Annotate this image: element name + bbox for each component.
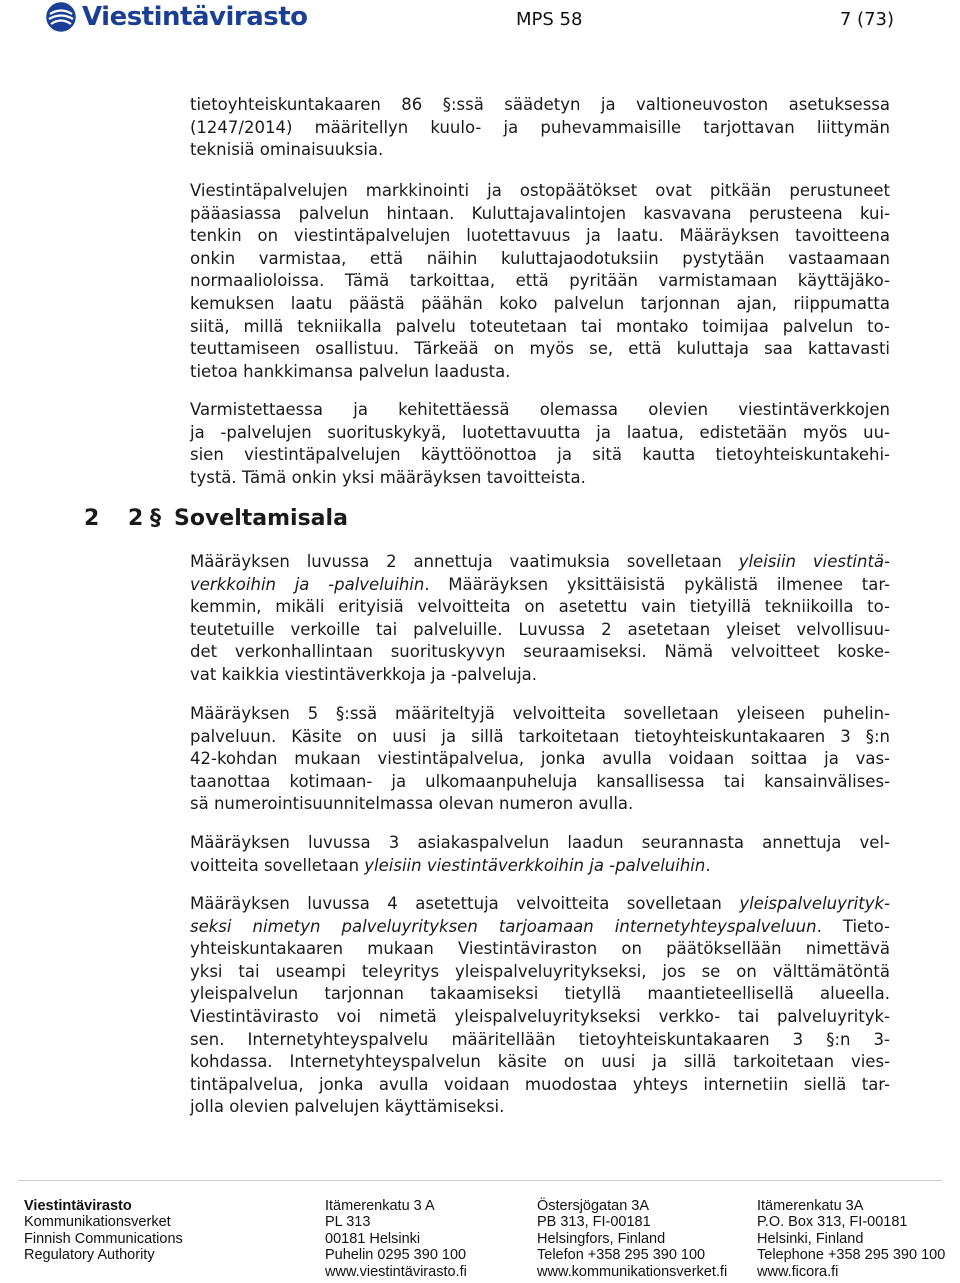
text-segment: Määräyksen luvussa 3 asiakaspalvelun laadun seurannasta annettuja vel- xyxy=(190,833,890,852)
footer-address-finnish xyxy=(325,1198,467,1280)
text-segment: tietoa hankkimansa palvelun laadusta. xyxy=(190,361,511,381)
text-segment: onkin varmistaa, että näihin kuluttajaodotuksiin pystytään vastaamaan xyxy=(190,248,890,268)
text-line xyxy=(190,225,890,248)
text-segment: siitä, millä tekniikalla palvelu toteutetaan tai montako toimijaa palvelun to- xyxy=(190,316,890,336)
footer-line: Östersjögatan 3A xyxy=(537,1198,650,1214)
text-line xyxy=(190,180,890,203)
heading-section-sign: § xyxy=(150,506,161,531)
text-line xyxy=(190,293,890,316)
text-line xyxy=(190,703,890,726)
text-line xyxy=(190,1074,890,1097)
text-segment: sen. Internetyhteyspalvelu määritellään tietoyhteiskuntakaaren 3 §:n 3- xyxy=(190,1029,890,1049)
text-segment: . xyxy=(705,855,711,875)
footer-line: P.O. Box 313, FI-00181 xyxy=(757,1214,908,1231)
text-segment: teknisiä ominaisuuksia. xyxy=(190,140,384,160)
text-segment: yhteiskuntakaaren mukaan Viestintäviraston on päätöksellään nimettävä xyxy=(190,939,890,959)
section-heading xyxy=(84,506,348,532)
text-line xyxy=(190,316,890,339)
footer-line: Helsinki, Finland xyxy=(757,1230,864,1247)
text-line xyxy=(190,961,890,984)
text-line xyxy=(190,596,890,619)
text-line xyxy=(190,551,890,574)
text-line xyxy=(190,94,890,117)
text-segment: yleispalvelun tarjonnan takaamiseksi tietyllä maantieteellisellä alueella. xyxy=(190,984,890,1004)
footer-line: Itämerenkatu 3A xyxy=(757,1198,864,1214)
italic-text: seksi nimetyn palveluyrityksen tarjoamaan internetyhteyspalveluun xyxy=(190,916,817,936)
text-segment: teutetuille verkoille tai palveluille. Luvussa 2 asetetaan yleiset velvollisuu- xyxy=(190,619,890,639)
text-segment: kemuksen laatu päästä päähän koko palvelun tarjonnan ajan, riippumatta xyxy=(190,293,890,313)
text-segment: det verkonhallintaan suorituskyvyn seuraamiseksi. Nämä velvoitteet koske- xyxy=(190,642,890,662)
text-segment: yksi tai useampi teleyritys yleispalveluyritykseksi, jos se on välttämätöntä xyxy=(190,961,890,981)
footer-line: Telefon +358 295 390 100 xyxy=(537,1247,706,1264)
text-segment: voitteita sovelletaan xyxy=(190,855,365,875)
text-line xyxy=(190,983,890,1006)
text-segment: sien viestintäpalvelujen käyttöönottoa ja sitä kautta tietoyhteiskuntakehi- xyxy=(190,445,890,465)
text-segment: sä numerointisuunnitelmassa olevan numeron avulla. xyxy=(190,794,634,814)
text-segment: . Tieto- xyxy=(816,916,891,936)
text-segment: normaalioloissa. Tämä tarkoittaa, että pyritään varmistamaan käyttäjäko- xyxy=(190,271,890,291)
heading-number: 2 xyxy=(84,506,100,531)
agency-logo xyxy=(46,2,308,32)
heading-section-number: 2 xyxy=(128,506,144,531)
text-line xyxy=(190,748,890,771)
heading-title: Soveltamisala xyxy=(174,506,348,531)
text-line xyxy=(190,893,890,916)
text-segment: Määräyksen 5 §:ssä määriteltyjä velvoitteita sovelletaan yleiseen puhelin- xyxy=(190,704,890,723)
text-segment: jolla olevien palvelujen käyttämiseksi. xyxy=(190,1097,505,1117)
text-segment: tietoyhteiskuntakaaren 86 §:ssä säädetyn ja valtioneuvoston asetuksessa xyxy=(190,95,890,114)
text-line xyxy=(190,574,890,597)
text-line xyxy=(190,1051,890,1074)
footer-line: PL 313 xyxy=(325,1214,371,1231)
paragraph-scope-section5 xyxy=(190,703,890,816)
italic-text: yleisiin viestintäverkkoihin ja -palveluihin xyxy=(364,855,706,875)
footer-line: Telephone +358 295 390 100 xyxy=(757,1247,946,1264)
text-segment: ja -palvelujen suorituskykyä, luotettavuutta ja laatua, edistetään myös uu- xyxy=(190,422,890,442)
footer-line: PB 313, FI-00181 xyxy=(537,1214,651,1231)
text-segment: vat kaikkia viestintäverkkoja ja -palveluja. xyxy=(190,664,538,684)
paragraph-accessibility xyxy=(190,94,890,162)
footer-line: 00181 Helsinki xyxy=(325,1230,421,1247)
footer-address-english xyxy=(757,1198,945,1280)
text-line xyxy=(190,916,890,939)
globe-logo-icon xyxy=(46,2,76,32)
text-line xyxy=(190,270,890,293)
text-line xyxy=(190,771,890,794)
text-line xyxy=(190,938,890,961)
footer-address-swedish xyxy=(537,1198,727,1280)
text-line xyxy=(190,467,890,490)
text-segment: tystä. Tämä onkin yksi määräyksen tavoitteista. xyxy=(190,467,586,487)
text-segment: teuttamiseen osallistuu. Tärkeää on myös se, että kuluttaja saa kattavasti xyxy=(190,339,890,359)
text-segment: (1247/2014) määritellyn kuulo- ja puhevammaisille tarjottavan liittymän xyxy=(190,117,890,137)
footer-agency-names xyxy=(24,1198,183,1264)
footer-line: Helsingfors, Finland xyxy=(537,1230,666,1247)
text-line xyxy=(190,338,890,361)
text-line xyxy=(190,203,890,226)
text-segment: palveluun. Käsite on uusi ja sillä tarkoitetaan tietoyhteiskuntakaaren 3 §:n xyxy=(190,726,890,746)
footer-divider xyxy=(18,1180,942,1181)
text-line xyxy=(190,619,890,642)
italic-text: yleisiin viestintä- xyxy=(738,552,890,571)
footer-line: Viestintävirasto xyxy=(24,1198,132,1214)
footer-line: Finnish Communications xyxy=(24,1230,183,1247)
text-line xyxy=(190,139,890,162)
text-line xyxy=(190,726,890,749)
italic-text: yleispalveluyrityk- xyxy=(739,894,890,913)
text-segment: pääasiassa palvelun hintaan. Kuluttajavalintojen kasvavana perusteena kui- xyxy=(190,203,890,223)
text-segment: kemmin, mikäli erityisiä velvoitteita on asetettu vain tietyillä tekniikoilla to- xyxy=(190,597,890,617)
text-line xyxy=(190,641,890,664)
text-segment: tenkin on viestintäpalvelujen luotettavuus ja laatu. Määräyksen tavoitteena xyxy=(190,226,890,246)
footer-line: www.kommunikationsverket.fi xyxy=(537,1263,728,1280)
italic-text: verkkoihin ja -palveluihin xyxy=(190,574,425,594)
text-line xyxy=(190,855,890,878)
text-segment: 42-kohdan mukaan viestintäpalvelua, jonka avulla voidaan soittaa ja vas- xyxy=(190,749,890,769)
logo-text: Viestintävirasto xyxy=(82,2,308,32)
text-line xyxy=(190,117,890,140)
text-segment: tintäpalvelua, jonka avulla voidaan muodostaa yhteys internetiin siellä tar- xyxy=(190,1074,890,1094)
page-number: 7 (73) xyxy=(839,9,894,30)
text-segment: Määräyksen luvussa 2 annettuja vaatimuksia sovelletaan xyxy=(190,552,739,571)
text-line xyxy=(190,832,890,855)
text-line xyxy=(190,444,890,467)
paragraph-scope-chapter4 xyxy=(190,893,890,1119)
footer-line: Itämerenkatu 3 A xyxy=(325,1198,435,1214)
text-segment: taanottaa kotimaan- ja ulkomaanpuheluja kansallisessa tai kansainvälises- xyxy=(190,771,890,791)
text-line xyxy=(190,361,890,384)
paragraph-scope-chapter2 xyxy=(190,551,890,687)
paragraph-scope-chapter3 xyxy=(190,832,890,877)
paragraph-development xyxy=(190,399,890,489)
text-line xyxy=(190,664,890,687)
footer-line: www.ficora.fi xyxy=(757,1263,839,1280)
text-line xyxy=(190,422,890,445)
text-segment: Määräyksen luvussa 4 asetettuja velvoitteita sovelletaan xyxy=(190,894,740,913)
footer-line: Regulatory Authority xyxy=(24,1247,155,1264)
page-header xyxy=(0,0,960,40)
footer-line: www.viestintävirasto.fi xyxy=(325,1263,467,1280)
text-segment: . Määräyksen yksittäisistä pykälistä ilmenee tar- xyxy=(424,574,890,594)
text-line xyxy=(190,399,890,422)
text-line xyxy=(190,1096,890,1119)
paragraph-markets xyxy=(190,180,890,383)
text-segment: Varmistettaessa ja kehitettäessä olemassa olevien viestintäverkkojen xyxy=(190,400,890,419)
document-id: MPS 58 xyxy=(516,9,583,30)
text-line xyxy=(190,248,890,271)
text-segment: Viestintävirasto voi nimetä yleispalveluyritykseksi verkko- tai palveluyrityk- xyxy=(190,1006,890,1026)
footer-line: Kommunikationsverket xyxy=(24,1214,171,1231)
text-line xyxy=(190,793,890,816)
footer-line: Puhelin 0295 390 100 xyxy=(325,1247,467,1264)
text-line xyxy=(190,1006,890,1029)
text-segment: kohdassa. Internetyhteyspalvelun käsite on uusi ja sillä tarkoitetaan vies- xyxy=(190,1052,890,1072)
text-line xyxy=(190,1029,890,1052)
text-segment: Viestintäpalvelujen markkinointi ja ostopäätökset ovat pitkään perustuneet xyxy=(190,181,890,200)
